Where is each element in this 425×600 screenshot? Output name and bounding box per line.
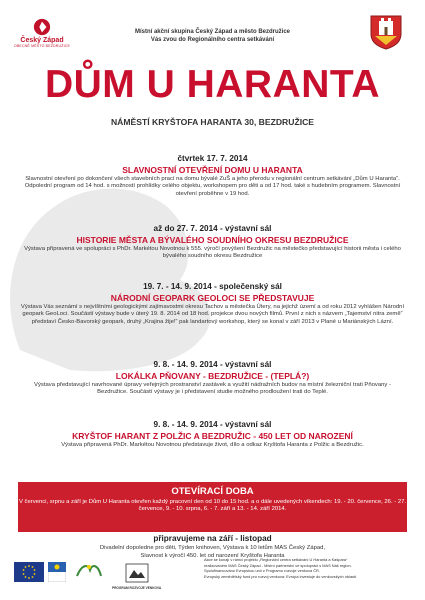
upcoming-line-1: Divadelní dopoledne pro děti, Týden knihoven, Výstava k 10 letům MAS Český Západ, bbox=[99, 545, 326, 551]
opening-hours-title: OTEVÍRACÍ DOBA bbox=[171, 486, 254, 497]
event-date: čtvrtek 17. 7. 2014 bbox=[177, 154, 248, 163]
program-label: PROGRAM ROZVOJE VENKOVA bbox=[112, 586, 162, 590]
footer-line-4: Evropský zemědělský fond pro rozvoj venkova: Evropa investuje do venkovských oblastí. bbox=[204, 573, 358, 579]
event-heading: NÁRODNÍ GEOPARK GEOLOCI SE PŘEDSTAVUJE bbox=[110, 293, 315, 303]
footer-line-2: realizovaném MAS Český Západ - Místní partnerství ve spolupráci s MAS Náš region. bbox=[204, 562, 352, 568]
footer-note bbox=[204, 557, 414, 579]
cesky-zapad-logo bbox=[12, 18, 72, 48]
event-geopark-exhibition bbox=[18, 282, 407, 326]
logo-name: Český Západ bbox=[20, 37, 64, 44]
event-harant-exhibition bbox=[18, 420, 407, 449]
address: NÁMĚSTÍ KRYŠTOFA HARANTA 30, BEZDRUŽICE bbox=[110, 117, 315, 127]
bezdruzice-coat-of-arms-icon bbox=[369, 14, 403, 50]
event-description: Slavnostní otevření po dokončení všech stavebních prací na domu bývalé ZuŠ a jeho přerodu v regionální centrum setkávání „Dům U Haranta“. Odpolední program od 14 hod. s možností prohlídky celého objektu, workshopem pro děti a od 17 hod. také s hudebním programem. Slavnostní otevření proběhne v 19 hod. bbox=[24, 176, 401, 197]
event-heading: LOKÁLKA PŇOVANY - BEZDRUŽICE - (TEPLÁ?) bbox=[115, 371, 310, 381]
logo-subtitle: OBECNĚ MĚSTO BEZDRUŽICE bbox=[13, 44, 71, 48]
opening-hours-text: V červenci, srpnu a září je Dům U Haranta otevřen každý pracovní den od 10 do 15 hod. a o dále uvedených víkendech: 19. - 20. července, 26. - 27. července, 9. - 10. srpna, 6. - 7. září a 13. - 14. září 2014. bbox=[18, 499, 407, 513]
event-date: 19. 7. - 14. 9. 2014 - společenský sál bbox=[143, 282, 282, 291]
event-date: 9. 8. - 14. 9. 2014 - výstavní sál bbox=[153, 420, 272, 429]
sponsor-logos bbox=[14, 556, 194, 596]
intro-line-2: Vás zvou do Regionálního centra setkávání bbox=[150, 37, 275, 43]
program-rozvoje-venkova-logo-icon bbox=[112, 562, 162, 588]
flag-icon bbox=[48, 562, 66, 582]
event-history-exhibition bbox=[18, 224, 407, 261]
upcoming-line-2: Slavnost k výročí 450. let od narození Kryštofa Haranta bbox=[140, 553, 285, 560]
event-opening bbox=[18, 154, 407, 198]
footer-line-3: Spolufinancováno Evropskou unií z Programu rozvoje venkova ČR. bbox=[204, 568, 320, 574]
event-description: Výstava připravená ve spolupráci s PhDr. Markétou Novotnou k 555. výročí povýšení Bezdružic na městečko představující historii města i celého bývalého soudního okresu Bezdružice bbox=[24, 246, 401, 260]
eu-flag-icon bbox=[14, 562, 44, 582]
event-heading: HISTORIE MĚSTA A BÝVALÉHO SOUDNÍHO OKRESU BEZDRUŽICE bbox=[76, 235, 349, 245]
opening-hours-band bbox=[18, 482, 407, 532]
event-date: 9. 8. - 14. 9. 2014 - výstavní sál bbox=[153, 360, 272, 369]
intro-text bbox=[80, 28, 345, 44]
intro-line-1: Místní akční skupina Český Západ a město Bezdružice bbox=[134, 29, 291, 35]
event-heading: KRYŠTOF HARANT Z POLŽIC A BEZDRUŽIC - 450 LET OD NAROZENÍ bbox=[72, 431, 353, 441]
event-heading: SLAVNOSTNÍ OTEVŘENÍ DOMU U HARANTA bbox=[122, 165, 303, 175]
event-description: Výstava představující navrhované úpravy veřejných prostranství zastávek a využití nádražních budov na místní železniční trati Pňovany - Bezdružice. Součástí výstavy je i představení studie možného prodloužení trati do Teplé. bbox=[34, 382, 391, 396]
upcoming-heading: připravujeme na září - listopad bbox=[153, 534, 272, 543]
event-date: až do 27. 7. 2014 - výstavní sál bbox=[153, 224, 272, 233]
logo-mark-icon bbox=[33, 18, 51, 36]
leader-logo-icon bbox=[74, 560, 104, 580]
page-title: DŮM U HARANTA bbox=[44, 63, 381, 106]
event-railway-exhibition bbox=[18, 360, 407, 397]
event-description: Výstava Vás seznámí s nejvíštními geologickými zajímavostmi okresu Tachov a městečka Útery, na jejichž území a od roku 2012 vyhlášen Národní geopark GeoLoci. Součástí výstavy bude v úterý 19. 8. 2014 od 18 hod. projekce dvou nových filmů. První z nich s názvem „Tajemství nitra země“ představí Česko-Bavorský geopark, druhý „Krajina žije!“ pak landartový workshop, který se konal v září 2013 v Plané u Mariánských Lázní. bbox=[20, 304, 405, 325]
footer-line-1: Akce se konají v rámci projektu „Regionální centra setkávání U Haranta a Kašpara“ bbox=[204, 557, 348, 562]
event-description: Výstava připravená PhDr. Markétou Novotnou představuje život, dílo a odkaz Kryštofa Haranta z Polžic a Bezdružic. bbox=[61, 442, 364, 448]
